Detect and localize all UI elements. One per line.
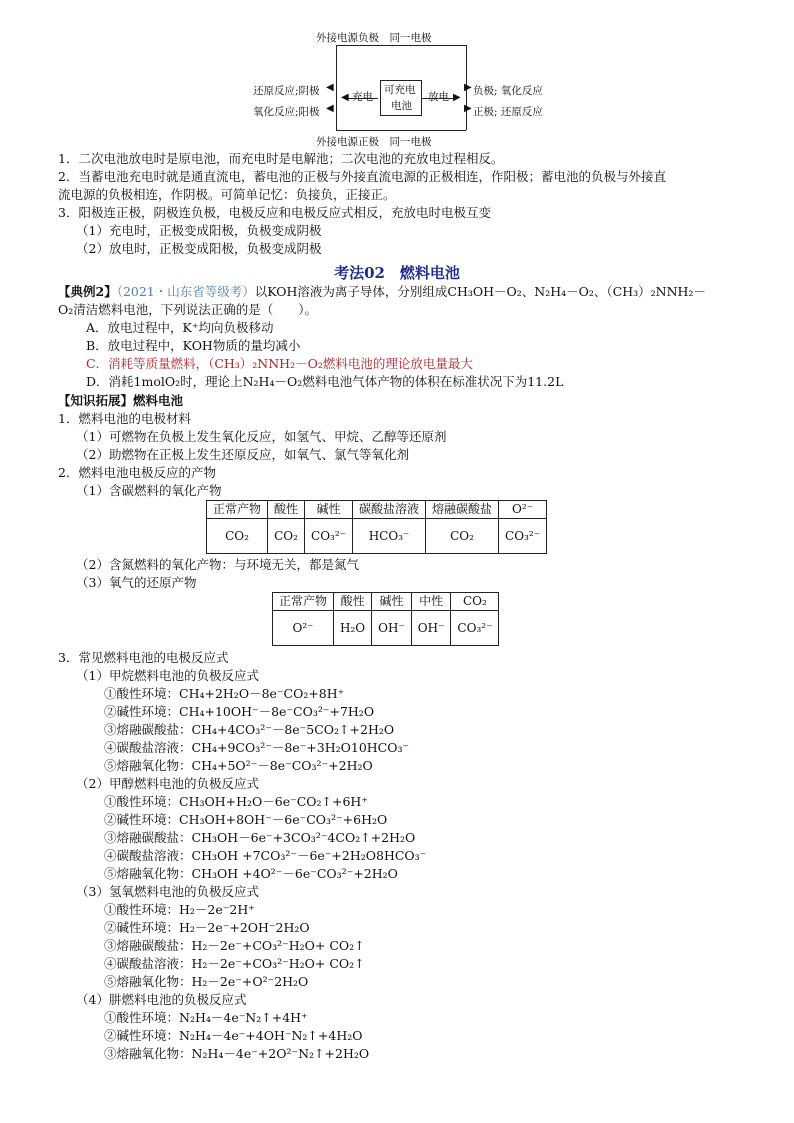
table-header-row	[273, 593, 499, 611]
oxygen-products-table	[272, 592, 499, 646]
example-stem	[58, 284, 706, 300]
option-d: D．消耗1molO₂时，理论上N₂H₄－O₂燃料电池气体产物的体积在标准状况下为11.2L	[86, 374, 564, 389]
group-title: （1）甲烷燃料电池的负极反应式	[76, 668, 259, 683]
table-header-cell: 碱性	[305, 501, 353, 519]
expand-line: 2．燃料电池电极反应的产物	[58, 465, 216, 480]
equation-line: ②碱性环境：H₂－2e⁻+2OH⁻2H₂O	[104, 920, 310, 935]
table-header-cell: 碳酸盐溶液	[353, 501, 426, 519]
arrow-right-icon: ▶	[464, 103, 472, 114]
battery-label-2: 电池	[391, 100, 412, 112]
diagram-right-bottom: 正极; 还原反应	[473, 106, 543, 118]
equation-line: ④碳酸盐溶液：H₂－2e⁻+CO₃²⁻H₂O+ CO₂↑	[104, 956, 365, 971]
diagram-line	[336, 114, 337, 130]
option-c: C．消耗等质量燃料，（CH₃）₂NNH₂－O₂燃料电池的理论放电量最大	[86, 356, 473, 371]
equation-line: ③熔融碳酸盐：CH₄+4CO₃²⁻－8e⁻5CO₂↑+2H₂O	[104, 722, 395, 737]
table-cell: O²⁻	[273, 611, 334, 646]
table-header-cell: 碱性	[372, 593, 412, 611]
arrow-left-icon: ◀	[341, 92, 349, 103]
table-cell: CO₂	[207, 519, 268, 554]
arrow-left-icon: ◀	[326, 82, 334, 93]
diagram-line	[422, 98, 456, 99]
table-cell: CO₃²⁻	[451, 611, 499, 646]
table-cell: OH⁻	[372, 611, 412, 646]
intro-line: 3．阳极连正极，阴极连负极，电极反应和电极反应式相反，充放电时电极互变	[58, 205, 491, 220]
example-tag: 【典例2】	[58, 284, 117, 299]
diagram-line	[336, 45, 337, 80]
equation-line: ⑤熔融氧化物：CH₄+5O²⁻－8e⁻CO₃²⁻+2H₂O	[104, 758, 373, 773]
table-cell: CO₃²⁻	[499, 519, 547, 554]
option-b: B．放电过程中，KOH物质的量均减小	[86, 338, 301, 353]
table-cell: CO₃²⁻	[305, 519, 353, 554]
diagram-left-bottom: 氧化反应;阳极	[253, 106, 320, 118]
table-header-row	[207, 501, 547, 519]
diagram-discharge: 放电	[428, 91, 449, 103]
table-cell: OH⁻	[411, 611, 451, 646]
example-stem-1: 以KOH溶液为离子导体，分别组成CH₃OH－O₂、N₂H₄－O₂、（CH₃）₂NNH₂－	[254, 284, 706, 299]
example-source: （2021・山东省等级考）	[116, 284, 255, 299]
intro-line: 流电源的负极相连，作阴极。可简单记忆：负接负，正接正。	[58, 187, 396, 202]
diagram-line	[466, 114, 467, 130]
diagram-line	[336, 80, 337, 114]
diagram-line	[466, 45, 467, 80]
equation-line: ②碱性环境：CH₄+10OH⁻－8e⁻CO₃²⁻+7H₂O	[104, 704, 375, 719]
equation-line: ③熔融氧化物：N₂H₄－4e⁻+2O²⁻N₂↑+2H₂O	[104, 1046, 370, 1061]
expand-line-n: （2）含氮燃料的氧化产物：与环境无关，都是氮气	[76, 557, 359, 572]
expand-line-o: （3）氧气的还原产物	[76, 575, 197, 590]
intro-line: 1．二次电池放电时是原电池，而充电时是电解池；二次电池的充放电过程相反。	[58, 151, 504, 166]
intro-line: （2）放电时，正极变成阳极，负极变成阴极	[76, 241, 322, 256]
equation-line: ②碱性环境：N₂H₄－4e⁻+4OH⁻N₂↑+4H₂O	[104, 1028, 363, 1043]
equation-line: ③熔融碳酸盐：H₂－2e⁻+CO₃²⁻H₂O+ CO₂↑	[104, 938, 365, 953]
diagram-right-top: 负极; 氧化反应	[473, 85, 543, 97]
intro-line: （1）充电时，正极变成阳极，负极变成阴极	[76, 223, 322, 238]
equation-line: ③熔融碳酸盐：CH₃OH－6e⁻+3CO₃²⁻4CO₂↑+2H₂O	[104, 830, 416, 845]
arrow-left-icon: ◀	[326, 103, 334, 114]
equation-line: ②碱性环境：CH₃OH+8OH⁻－6e⁻CO₃²⁻+6H₂O	[104, 812, 388, 827]
table-cell: CO₂	[268, 519, 305, 554]
table-header-cell: 酸性	[268, 501, 305, 519]
equation-line: ⑤熔融氧化物：H₂－2e⁻+O²⁻2H₂O	[104, 974, 309, 989]
group-title: （3）氢氧燃料电池的负极反应式	[76, 884, 259, 899]
equation-line: ⑤熔融氧化物：CH₃OH +4O²⁻－6e⁻CO₃²⁻+2H₂O	[104, 866, 398, 881]
table-cell: CO₂	[426, 519, 499, 554]
table-row	[273, 611, 499, 646]
diagram-top-label: 外接电源负极 同一电极	[316, 32, 432, 44]
section3-title: 3．常见燃料电池的电极反应式	[58, 650, 229, 665]
diagram-top-line	[336, 45, 466, 46]
diagram-bottom-line	[336, 130, 466, 131]
table-header-cell: CO₂	[451, 593, 499, 611]
section-heading: 考法02 燃料电池	[334, 264, 460, 282]
group-title: （4）肼燃料电池的负极反应式	[76, 992, 247, 1007]
diagram-charge: 充电	[352, 91, 373, 103]
arrow-right-icon: ▶	[464, 82, 472, 93]
expand-line: （1）含碳燃料的氧化产物	[76, 483, 222, 498]
expand-line: （1）可燃物在负极上发生氧化反应，如氢气、甲烷、乙醇等还原剂	[76, 429, 447, 444]
intro-line: 2．当蓄电池充电时就是通直流电，蓄电池的正极与外接直流电源的正极相连，作阳极；蓄电池的负极与外接直	[58, 169, 666, 184]
table-header-cell: 正常产物	[207, 501, 268, 519]
table-cell: H₂O	[334, 611, 372, 646]
equation-line: ①酸性环境：H₂－2e⁻2H⁺	[104, 902, 255, 917]
carbon-products-table	[206, 500, 547, 554]
table-cell: HCO₃⁻	[353, 519, 426, 554]
equation-line: ④碳酸盐溶液：CH₃OH +7CO₃²⁻－6e⁻+2H₂O8HCO₃⁻	[104, 848, 427, 863]
equation-line: ④碳酸盐溶液：CH₄+9CO₃²⁻－8e⁻+3H₂O10HCO₃⁻	[104, 740, 410, 755]
diagram-bottom-label: 外接电源正极 同一电极	[316, 136, 432, 148]
diagram-line	[348, 98, 378, 99]
expand-title: 【知识拓展】燃料电池	[58, 393, 184, 408]
table-header-cell: 中性	[411, 593, 451, 611]
expand-line: （2）助燃物在正极上发生还原反应，如氧气、氯气等氧化剂	[76, 447, 409, 462]
table-header-cell: 正常产物	[273, 593, 334, 611]
group-title: （2）甲醇燃料电池的负极反应式	[76, 776, 259, 791]
equation-line: ①酸性环境：CH₄+2H₂O－8e⁻CO₂+8H⁺	[104, 686, 345, 701]
equation-line: ①酸性环境：CH₃OH+H₂O－6e⁻CO₂↑+6H⁺	[104, 794, 368, 809]
expand-line: 1．燃料电池的电极材料	[58, 411, 191, 426]
table-header-cell: O²⁻	[499, 501, 547, 519]
battery-label-1: 可充电	[384, 84, 416, 96]
table-header-cell: 酸性	[334, 593, 372, 611]
table-row	[207, 519, 547, 554]
option-a: A．放电过程中，K⁺均向负极移动	[86, 320, 274, 335]
equation-line: ①酸性环境：N₂H₄－4e⁻N₂↑+4H⁺	[104, 1010, 308, 1025]
table-header-cell: 熔融碳酸盐	[426, 501, 499, 519]
example-stem-2: O₂清洁燃料电池，下列说法正确的是（ ）。	[58, 302, 318, 317]
diagram-left-top: 还原反应;阴极	[253, 85, 320, 97]
arrow-right-icon: ▶	[453, 92, 461, 103]
